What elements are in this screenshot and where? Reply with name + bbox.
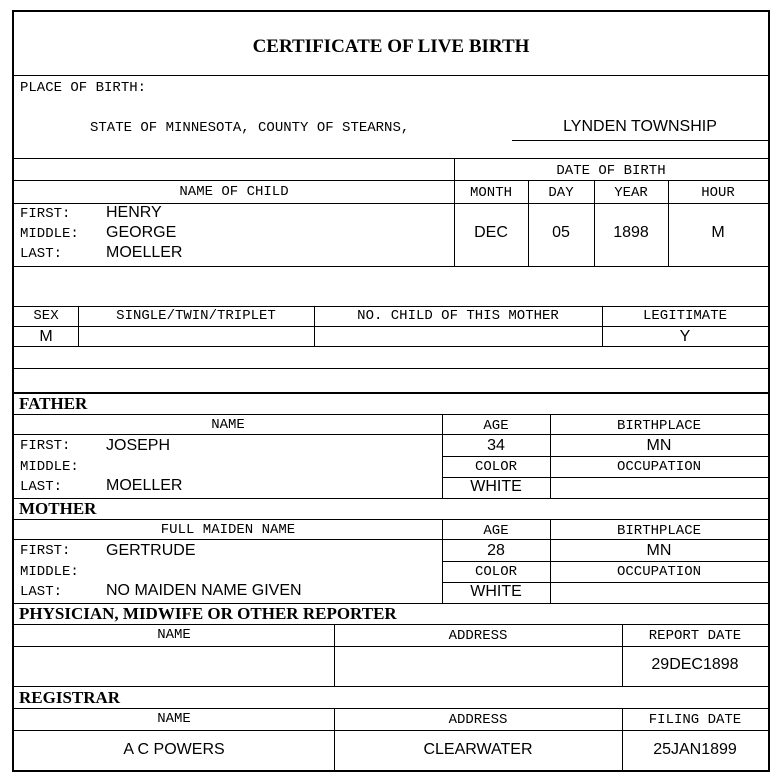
- registrar-address-label: ADDRESS: [448, 712, 508, 728]
- divider: [14, 392, 768, 394]
- reporter-section-title: PHYSICIAN, MIDWIFE OR OTHER REPORTER: [19, 604, 397, 623]
- legitimate-value: Y: [679, 328, 691, 345]
- divider: [14, 75, 768, 76]
- father-section-title: FATHER: [19, 394, 88, 413]
- report-date: 29DEC1898: [651, 656, 739, 673]
- sex-value: M: [39, 328, 53, 345]
- divider: [14, 498, 768, 499]
- sex-label: SEX: [33, 308, 59, 324]
- mother-occupation-label: OCCUPATION: [616, 564, 701, 580]
- reporter-address-label: ADDRESS: [448, 628, 508, 644]
- father-middle-label: MIDDLE:: [20, 459, 79, 475]
- mother-section-title: MOTHER: [19, 499, 97, 518]
- mother-last-name: NO MAIDEN NAME GIVEN: [106, 582, 302, 599]
- child-last-name: MOELLER: [106, 244, 183, 261]
- father-first-label: FIRST:: [20, 438, 71, 454]
- father-age: 34: [487, 437, 505, 454]
- divider: [14, 266, 768, 267]
- mother-first-name: GERTRUDE: [106, 542, 196, 559]
- divider: [14, 414, 768, 415]
- birth-month: DEC: [474, 224, 508, 241]
- divider: [14, 646, 768, 647]
- divider: [14, 326, 768, 327]
- child-number-label: NO. CHILD OF THIS MOTHER: [357, 308, 559, 324]
- place-of-birth-label: PLACE OF BIRTH:: [20, 80, 147, 96]
- father-occupation-label: OCCUPATION: [616, 459, 701, 475]
- divider: [14, 708, 768, 709]
- divider: [528, 180, 529, 266]
- divider: [14, 539, 768, 540]
- date-of-birth-header: DATE OF BIRTH: [556, 163, 666, 179]
- child-middle-label: MIDDLE:: [20, 226, 79, 242]
- mother-middle-label: MIDDLE:: [20, 564, 79, 580]
- mother-age: 28: [487, 542, 505, 559]
- father-birthplace: MN: [646, 437, 672, 454]
- township-underline: [512, 140, 768, 141]
- father-age-label: AGE: [483, 418, 509, 434]
- birth-day: 05: [552, 224, 570, 241]
- divider: [668, 180, 669, 266]
- divider: [14, 368, 768, 369]
- father-first-name: JOSEPH: [106, 437, 171, 454]
- child-last-label: LAST:: [20, 246, 63, 262]
- father-name-label: NAME: [211, 417, 245, 433]
- mother-birthplace: MN: [646, 542, 672, 559]
- certificate-title: CERTIFICATE OF LIVE BIRTH: [252, 36, 530, 57]
- mother-first-label: FIRST:: [20, 543, 71, 559]
- filing-date: 25JAN1899: [653, 741, 737, 758]
- father-birthplace-label: BIRTHPLACE: [616, 418, 701, 434]
- child-first-label: FIRST:: [20, 206, 71, 222]
- birth-certificate-form: [12, 10, 770, 772]
- registrar-name-label: NAME: [157, 711, 191, 727]
- divider: [14, 306, 768, 307]
- legitimate-label: LEGITIMATE: [642, 308, 727, 324]
- father-last-label: LAST:: [20, 479, 63, 495]
- plurality-label: SINGLE/TWIN/TRIPLET: [116, 308, 276, 324]
- name-of-child-header: NAME OF CHILD: [179, 184, 289, 200]
- township-value: LYNDEN TOWNSHIP: [563, 118, 717, 135]
- birth-hour: M: [711, 224, 725, 241]
- state-county-text: STATE OF MINNESOTA, COUNTY OF STEARNS,: [90, 120, 410, 136]
- day-label: DAY: [548, 185, 574, 201]
- divider: [594, 180, 595, 266]
- report-date-label: REPORT DATE: [648, 628, 742, 644]
- divider: [14, 158, 768, 159]
- divider: [14, 434, 768, 435]
- mother-color: WHITE: [470, 583, 522, 600]
- hour-label: HOUR: [701, 185, 735, 201]
- divider: [442, 456, 768, 457]
- father-color: WHITE: [470, 478, 522, 495]
- mother-color-label: COLOR: [474, 564, 517, 580]
- father-last-name: MOELLER: [106, 477, 183, 494]
- child-middle-name: GEORGE: [106, 224, 177, 241]
- divider: [14, 624, 768, 625]
- divider: [14, 180, 768, 181]
- divider: [442, 561, 768, 562]
- reporter-name-label: NAME: [157, 627, 191, 643]
- divider: [14, 519, 768, 520]
- filing-date-label: FILING DATE: [648, 712, 742, 728]
- divider: [14, 730, 768, 731]
- divider: [14, 686, 768, 687]
- registrar-name: A C POWERS: [123, 741, 225, 758]
- registrar-section-title: REGISTRAR: [19, 688, 121, 707]
- mother-name-label: FULL MAIDEN NAME: [160, 522, 296, 538]
- divider: [14, 346, 768, 347]
- month-label: MONTH: [469, 185, 512, 201]
- mother-last-label: LAST:: [20, 584, 63, 600]
- birth-year: 1898: [613, 224, 649, 241]
- mother-age-label: AGE: [483, 523, 509, 539]
- year-label: YEAR: [614, 185, 648, 201]
- child-first-name: HENRY: [106, 204, 162, 221]
- father-color-label: COLOR: [474, 459, 517, 475]
- registrar-address: CLEARWATER: [423, 741, 533, 758]
- mother-birthplace-label: BIRTHPLACE: [616, 523, 701, 539]
